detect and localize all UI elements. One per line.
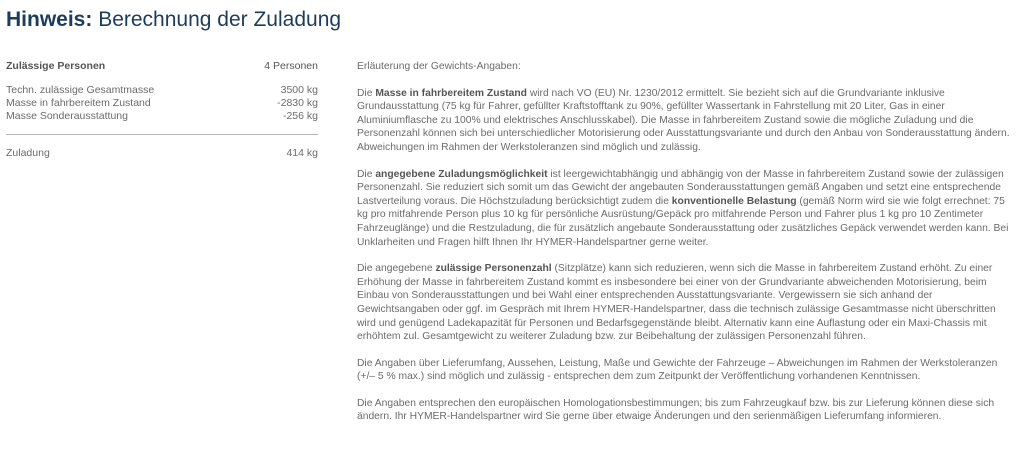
table-row — [6, 110, 318, 123]
paragraph-persons — [357, 262, 1017, 344]
text: ist leergewichtabhängig und abhängig von der Masse in fahrbereitem Zustand sowie der zulässigen Personenzahl. Sie reduziert sich somit um das Gewicht der angebauten Sonderausstattungen gemäß Angaben und setzt eine entsprechende Lastverteilung voraus. Die Höchstzuladung berücksichtigt zudem die — [357, 168, 1004, 207]
text: wird nach VO (EU) Nr. 1230/2012 ermittelt. Sie bezieht sich auf die Grundvariante inklusive Grundausstattung (75 kg für Fahrer, gefüllter Kraftstofftank zu 90%, gefüllter Wassertank in Fahrstellung mit 20 Liter, Gas in einer Aluminiumflasche zu 100% und elektrisches Anschlusskabel). Die Masse in fahrbereitem Zustand sowie die mögliche Zuladung und die Personenzahl können sich bei unterschiedlicher Motorisierung oder Ausstattungsvariante und durch den Anbau von Sonderausstattung ändern. Abweichungen im Rahmen der Werkstoleranzen sind möglich und zulässig. — [357, 87, 1010, 153]
row-label: Masse in fahrbereitem Zustand — [6, 97, 151, 109]
paragraph-tolerances: Die Angaben über Lieferumfang, Aussehen, Leistung, Maße und Gewichte der Fahrzeuge – Abweichungen im Rahmen der Werkstoleranzen (+/– 5 % max.) sind möglich und zulässig - entsprechen dem zum Zeitpunkt der Veröffentlichung vorhandenen Kenntnissen. — [357, 357, 998, 383]
explanation-text — [357, 60, 1017, 437]
paragraph-homologation: Die Angaben entsprechen den europäischen Homologationsbestimmungen; bis zum Fahrzeugkauf bzw. bis zur Lieferung können diese sich ändern. Ihr HYMER-Handelspartner wird Sie gerne über etwaige Änderungen und den serienmäßigen Lieferumfang informieren. — [357, 397, 995, 423]
text: Die — [357, 87, 376, 99]
row-label: Techn. zulässige Gesamtmasse — [6, 84, 155, 96]
bold-text: zulässige Personenzahl — [435, 263, 552, 275]
page-title — [6, 8, 341, 32]
row-value: -256 kg — [282, 110, 318, 122]
explanation-heading: Erläuterung der Gewichts-Angaben: — [357, 61, 521, 72]
text: Die angegebene — [357, 263, 436, 275]
divider — [6, 134, 318, 135]
bold-text: konventionelle Belastung — [671, 195, 797, 207]
row-value: 3500 kg — [280, 84, 318, 96]
total-label: Zuladung — [6, 147, 50, 159]
row-label: Masse Sonderausstattung — [6, 110, 128, 122]
text: (gemäß Norm wird sie wie folgt errechnet: 75 kg pro mitfahrende Person plus 10 kg für persönliche Ausrüstung/Gepäck pro mitfahrende Person und Fahrer plus 1 kg pro 10 Zentimeter Fahrzeuglänge) und die Restzuladung, die für zusätzlich angebaute Sonderausstattung oder zusätzliches Gepäck verwendet werden kann. Bei Unklarheiten und Fragen hilft Ihnen Ihr HYMER-Handelspartner gerne weiter. — [357, 195, 1009, 248]
persons-label: Zulässige Personen — [6, 60, 106, 72]
persons-value: 4 Personen — [264, 60, 318, 72]
text: Die — [357, 168, 376, 180]
paragraph-payload — [357, 168, 1017, 250]
bold-text: Masse in fahrbereitem Zustand — [375, 87, 527, 99]
text: (Sitzplätze) kann sich reduzieren, wenn sich die Masse in fahrbereitem Zustand erhöht. Zu einer Erhöhung der Masse in fahrbereitem Zustand kommt es insbesondere bei einer von der Grundvariante abweichenden Motorisierung, beim Einbau von Sonderausstattungen und bei Wahl einer entsprechenden Ausstattungsvariante. Vergewissern sie sich anhand der Gewichtsangaben oder ggf. im Gespräch mit Ihrem HYMER-Handelspartner, dass die technisch zulässige Gesamtmasse nicht überschritten wird und genügend Ladekapazität für Personen und Bedarfsgegenstände bleibt. Alternativ kann eine Auflastung oder ein Maxi-Chassis mit erhöhtem zul. Gesamtgewicht zu weiterer Zuladung bzw. zur Beibehaltung der zulässigen Personenzahl führen. — [357, 263, 996, 343]
total-value: 414 kg — [286, 147, 318, 159]
payload-table — [6, 60, 318, 160]
row-value: -2830 kg — [277, 97, 318, 109]
page-title-prefix: Hinweis: — [6, 8, 93, 31]
paragraph-mass — [357, 87, 1017, 155]
persons-row — [6, 60, 318, 73]
page-title-text: Berechnung der Zuladung — [98, 8, 342, 31]
total-row — [6, 147, 318, 160]
table-row — [6, 97, 318, 110]
bold-text: angegebene Zuladungsmöglichkeit — [375, 168, 548, 180]
table-row — [6, 84, 318, 97]
